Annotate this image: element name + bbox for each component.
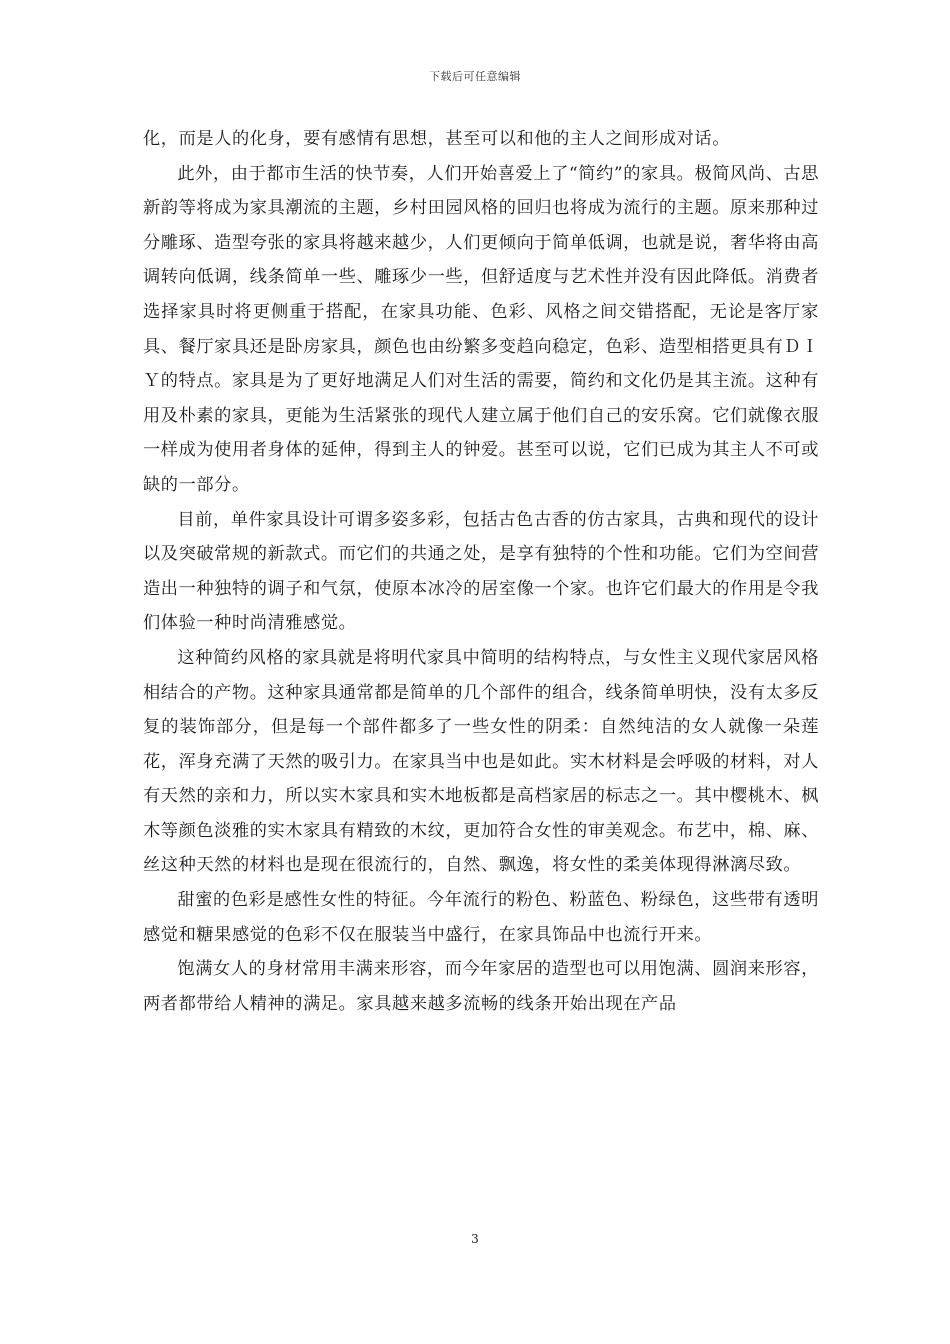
page-number: 3 — [471, 1232, 479, 1246]
paragraph-5: 甜蜜的色彩是感性女性的特征。今年流行的粉色、粉蓝色、粉绿色，这些带有透明感觉和糖果感觉的色彩不仅在服装当中盛行，在家具饰品中也流行开来。 — [143, 890, 819, 945]
paragraph-1: 化，而是人的化身，要有感情有思想，甚至可以和他的主人之间形成对话。 — [143, 129, 730, 149]
paragraph-6: 饱满女人的身材常用丰满来形容，而今年家居的造型也可以用饱满、圆润来形容，两者都带给人精神的满足。家具越来越多流畅的线条开始出现在产品 — [143, 959, 819, 1014]
paragraph-2: 此外，由于都市生活的快节奏，人们开始喜爱上了“简约”的家具。极简风尚、古思新韵等将成为家具潮流的主题，乡村田园风格的回归也将成为流行的主题。原来那种过分雕琢、造型夸张的家具将越来越少，人们更倾向于简单低调，也就是说，奢华将由高调转向低调，线条简单一些、雕琢少一些，但舒适度与艺术性并没有因此降低。消费者选择家具时将更侧重于搭配，在家具功能、色彩、风格之间交错搭配，无论是客厅家具、餐厅家具还是卧房家具，颜色也由纷繁多变趋向稳定，色彩、造型相搭更具有ＤＩＹ的特点。家具是为了更好地满足人们对生活的需要，简约和文化仍是其主流。这种有用及朴素的家具，更能为生活紧张的现代人建立属于他们自己的安乐窝。它们就像衣服一样成为使用者身体的延伸，得到主人的钟爱。甚至可以说，它们已成为其主人不可或缺的一部分。 — [143, 163, 819, 495]
paragraph-3: 目前，单件家具设计可谓多姿多彩，包括古色古香的仿古家具，古典和现代的设计以及突破常规的新款式。而它们的共通之处，是享有独特的个性和功能。它们为空间营造出一种独特的调子和气氛，使原本冰冷的居室像一个家。也许它们最大的作用是令我们体验一种时尚清雅感觉。 — [143, 509, 819, 634]
paragraph-4: 这种简约风格的家具就是将明代家具中简明的结构特点，与女性主义现代家居风格相结合的产物。这种家具通常都是简单的几个部件的组合，线条简单明快，没有太多反复的装饰部分，但是每一个部件都多了一些女性的阴柔：自然纯洁的女人就像一朵莲花，浑身充满了天然的吸引力。在家具当中也是如此。实木材料是会呼吸的材料，对人有天然的亲和力，所以实木家具和实木地板都是高档家居的标志之一。其中樱桃木、枫木等颜色淡雅的实木家具有精致的木纹，更加符合女性的审美观念。布艺中，棉、麻、丝这种天然的材料也是现在很流行的，自然、飘逸，将女性的柔美体现得淋漓尽致。 — [143, 647, 819, 876]
page-header: 下载后可任意编辑 — [429, 70, 521, 83]
document-body — [143, 122, 819, 1021]
